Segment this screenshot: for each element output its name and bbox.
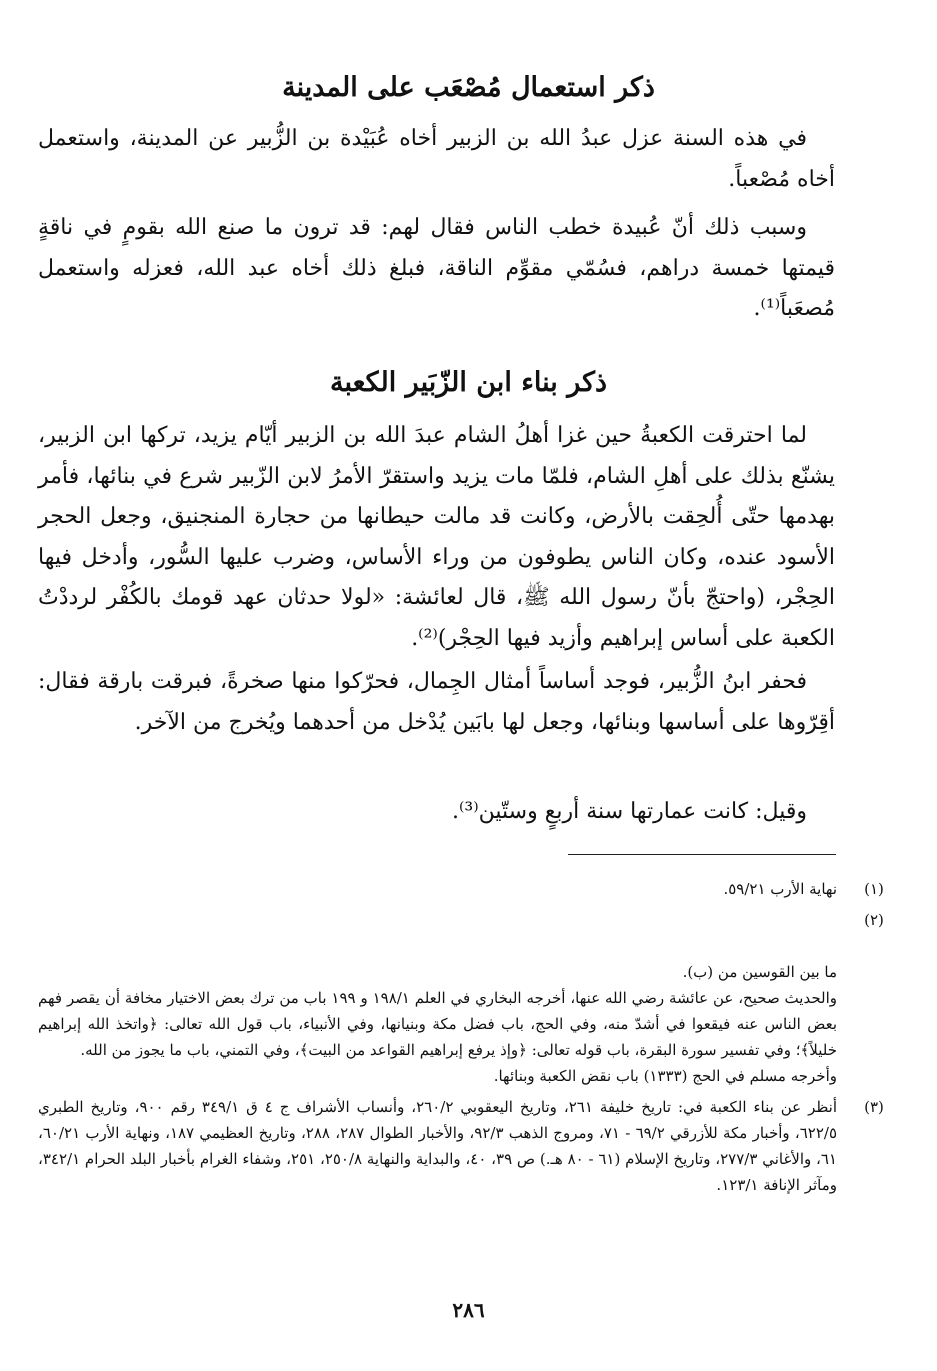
footnote-2 bbox=[38, 907, 884, 1115]
paragraph-kaaba-1: لما احترقت الكعبةُ حين غزا أهلُ الشام عبدَ الله بن الزبير أيّام يزيد، تركها ابن الزبير، يشنّع بذلك على أهلِ الشام، فلمّا مات يزيد واستقرّ الأمرُ لابن الزّبير شرع في بنائها، فأمر بهدمها حتّى أُلحِقت بالأرض، وكانت قد مالت حيطانها من حجارة المنجنيق، وجعل الحجر الأسود عنده، وكان الناس يطوفون من وراء الأساس، وضرب عليها السُّور، وأدخل فيها الحِجْر، (واحتجّ بأنّ رسول الله ﷺ، قال لعائشة: «لولا حدثان عهد قومك بالكُفْر لرددْتُ الكعبة على أساس إبراهيم وأزيد فيها الحِجْر)⁽²⁾. bbox=[38, 423, 835, 651]
paragraph-kaaba-2: فحفر ابنُ الزُّبير، فوجد أساساً أمثال الجِمال، فحرّكوا منها صخرةً، فبرقت بارقة فقال: أقِرّوها على أساسها وبنائها، وجعل لها بابَين يُدْخل من أحدهما ويُخرج من الآخر. bbox=[38, 669, 835, 735]
paragraph-kaaba-3: وقيل: كانت عمارتها سنة أربعٍ وستّين⁽³⁾. bbox=[451, 799, 807, 824]
footnote-1 bbox=[38, 876, 884, 902]
footnote-number: (٣) bbox=[864, 1098, 884, 1116]
footnote-number: (١) bbox=[864, 880, 884, 898]
footnote-3 bbox=[38, 1094, 884, 1198]
footnote-text: نهاية الأرب ٥٩/٢١. bbox=[723, 880, 837, 898]
footnote-text: أنظر عن بناء الكعبة في: تاريخ خليفة ٢٦١، وتاريخ اليعقوبي ٢٦٠/٢، وأنساب الأشراف ج ٤ ق ٣٤٩/١ رقم ٩٠٠، وتاريخ الطبري ٦٢٢/٥، وأخبار مكة للأزرقي ٦٩/٢ - ٧١، ومروج الذهب ٩٢/٣، والأخبار الطوال ٢٨٧، ٢٨٨، وتاريخ العظيمي ١٨٧، ونهاية الأرب ٦٠/٢١، ٦١، والأغاني ٢٧٧/٣، وتاريخ الإسلام (٦١ - ٨٠ هـ.) ص ٣٩، ٤٠، والبداية والنهاية ٢٥٠/٨، ٢٥١، وشفاء الغرام بأخبار البلد الحرام ٣٤٢/١، ومآثر الإنافة ١٢٣/١. bbox=[38, 1098, 837, 1194]
footnote-separator bbox=[568, 854, 836, 855]
page-number: ٢٨٦ bbox=[452, 1298, 485, 1322]
section-heading-kaaba: ذكر بناء ابن الزّبَير الكعبة bbox=[329, 367, 607, 398]
paragraph-musab-2: وسبب ذلك أنّ عُبيدة خطب الناس فقال لهم: قد ترون ما صنع الله بقومٍ في ناقةٍ قيمتها خمسة دراهم، فسُمّي مقوِّم الناقة، فبلغ ذلك أخاه عبد الله، فعزله واستعمل مُصعَباً⁽¹⁾. bbox=[38, 215, 835, 321]
paragraph-musab-1: في هذه السنة عزل عبدُ الله بن الزبير أخاه عُبَيْدة بن الزُّبير عن المدينة، واستعمل أخاه مُصْعباً. bbox=[38, 126, 835, 192]
footnote-text: ما بين القوسين من (ب). والحديث صحيح، عن عائشة رضي الله عنها، أخرجه البخاري في العلم ١٩٨/١ و ١٩٩ باب من ترك بعض الاختيار مخافة أن يقصر فهم بعض الناس عنه فيقعوا في أشدّ منه، وفي الحج، باب فضل مكة وبنيانها، وفي الأنبياء، باب قول الله تعالى: ﴿واتخذ الله إبراهيم خليلاً﴾؛ وفي تفسير سورة البقرة، باب قوله تعالى: ﴿وإذ يرفع إبراهيم القواعد من البيت﴾، وفي التمني، باب ما يجوز من الله. وأخرجه مسلم في الحج (١٣٣٣) باب نقض الكعبة وبنائها. bbox=[38, 963, 837, 1085]
section-heading-musab: ذكر استعمال مُصْعَب على المدينة bbox=[282, 72, 655, 103]
footnote-number: (٢) bbox=[864, 911, 884, 929]
